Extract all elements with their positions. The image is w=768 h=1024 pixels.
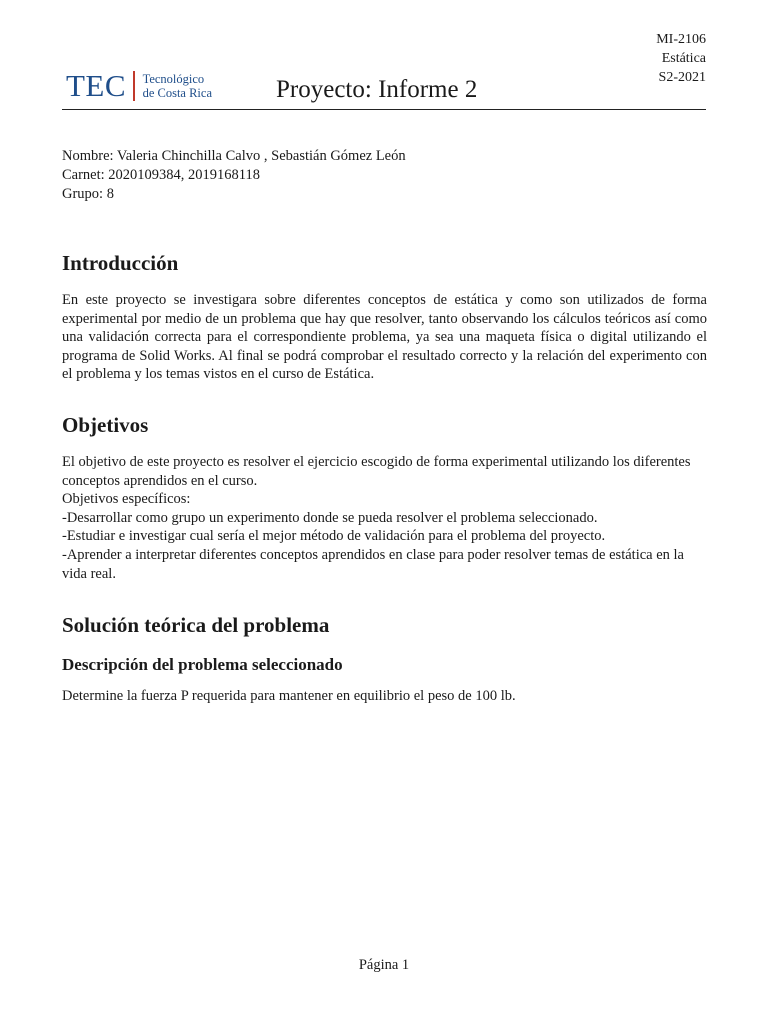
- logo-line-2: de Costa Rica: [142, 86, 212, 100]
- student-info: [62, 147, 406, 204]
- section-title-objetivos: Objetivos: [62, 413, 149, 437]
- objective-item: -Desarrollar como grupo un experimento donde se pueda resolver el problema seleccionado.: [62, 509, 598, 526]
- section-title-solucion: Solución teórica del problema: [62, 613, 330, 637]
- problem-statement: Determine la fuerza P requerida para mantener en equilibrio el peso de 100 lb.: [62, 688, 516, 704]
- course-code: MI-2106: [656, 32, 706, 47]
- course-meta: [656, 30, 706, 87]
- section-body-objetivos: [62, 453, 707, 583]
- section-title-introduccion: Introducción: [62, 251, 179, 275]
- document-title: Proyecto: Informe 2: [276, 76, 478, 103]
- semester: S2-2021: [658, 70, 706, 85]
- institution-logo: [66, 66, 212, 106]
- header-divider: [62, 109, 706, 110]
- logo-line-1: Tecnológico: [142, 72, 205, 86]
- subsection-title-descripcion: Descripción del problema seleccionado: [62, 655, 343, 674]
- logo-separator: [133, 71, 135, 101]
- logo-wordmark: TEC: [66, 68, 127, 103]
- objective-item: -Aprender a interpretar diferentes conceptos aprendidos en clase para poder resolver temas de estática en la vida real.: [62, 546, 684, 582]
- page-number: Página 1: [358, 957, 410, 973]
- student-names: Nombre: Valeria Chinchilla Calvo , Sebastián Gómez León: [62, 148, 406, 164]
- section-body-introduccion: En este proyecto se investigara sobre diferentes conceptos de estática y como son utilizados de forma experimental por medio de un problema que hay que resolver, tanto observando los cálculos teóricos así como una validación correcta para el correspondiente problema, ya sea una maqueta física o digital utilizando el programa de Solid Works. Al final se podrá comprobar el resultado correcto y la relación del experimento con el problema y los temas vistos en el curso de Estática.: [62, 292, 707, 383]
- logo-institution-name: [143, 72, 212, 100]
- student-ids: Carnet: 2020109384, 2019168118: [62, 167, 261, 183]
- objective-item: -Estudiar e investigar cual sería el mejor método de validación para el problema del proyecto.: [62, 528, 606, 545]
- objectives-specific-heading: Objetivos específicos:: [62, 491, 191, 508]
- course-name: Estática: [661, 51, 706, 66]
- group-number: Grupo: 8: [62, 186, 114, 202]
- objective-general: El objetivo de este proyecto es resolver el ejercicio escogido de forma experimental utilizando los diferentes conceptos aprendidos en el curso.: [62, 454, 691, 489]
